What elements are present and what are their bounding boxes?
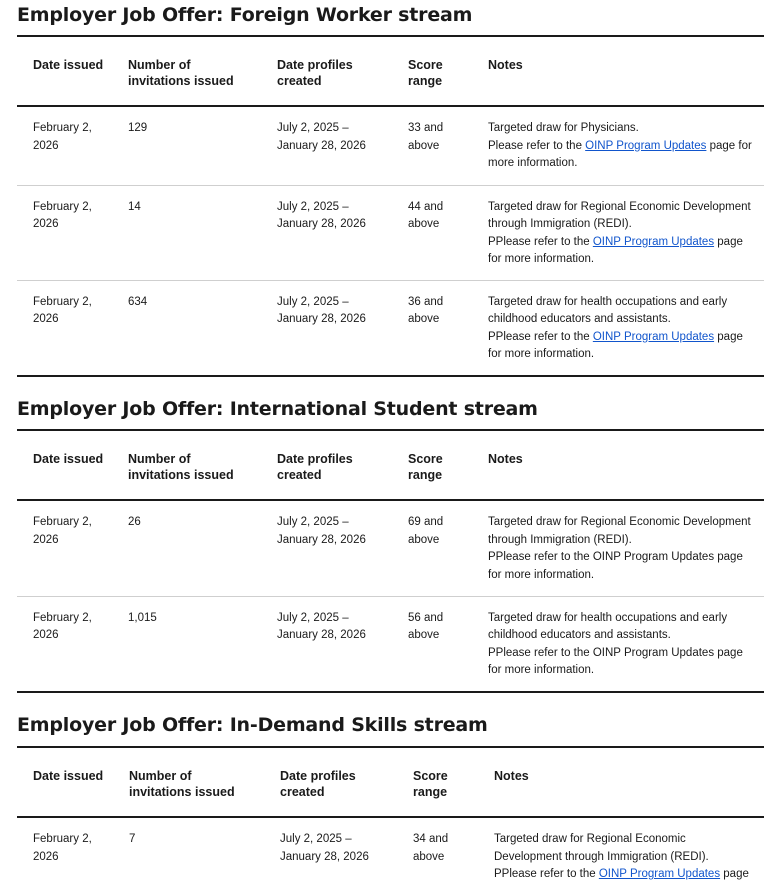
- cell-count: 26: [112, 500, 261, 596]
- refer-text: [488, 329, 756, 364]
- cell-profiles: July 2, 2025 – January 28, 2026: [261, 185, 392, 280]
- header-notes: Notes: [478, 747, 764, 817]
- section-in-demand-skills: [17, 712, 764, 880]
- header-notes: Notes: [472, 430, 764, 500]
- cell-score: 36 and above: [392, 280, 472, 376]
- header-invitations: Number of invitations issued: [113, 747, 264, 817]
- table-row: [17, 817, 764, 880]
- table-row: [17, 596, 764, 692]
- refer-prefix: Please refer to the: [488, 139, 586, 152]
- header-invitations: Number of invitations issued: [112, 36, 261, 106]
- cell-score: 44 and above: [392, 185, 472, 280]
- cell-notes: [472, 500, 764, 596]
- cell-score: 33 and above: [392, 106, 472, 185]
- table-header-row: [17, 36, 764, 106]
- cell-notes: [478, 817, 764, 880]
- header-date-profiles: Date profiles created: [261, 36, 392, 106]
- cell-score: 56 and above: [392, 596, 472, 692]
- table-row: [17, 106, 764, 185]
- draws-table: [17, 429, 764, 693]
- refer-text: [488, 234, 756, 269]
- cell-count: 14: [112, 185, 261, 280]
- cell-date: February 2, 2026: [17, 280, 112, 376]
- oinp-program-updates-link[interactable]: OINP Program Updates: [598, 868, 721, 880]
- cell-date: February 2, 2026: [17, 817, 113, 880]
- note-text: Targeted draw for Regional Economic Development through Immigration (REDI).: [488, 200, 751, 230]
- cell-profiles: July 2, 2025 – January 28, 2026: [264, 817, 397, 880]
- note-text: Targeted draw for health occupations and early childhood educators and assistants.: [488, 295, 728, 325]
- note-text: Targeted draw for health occupations and early childhood educators and assistants.: [488, 611, 728, 641]
- header-date-issued: Date issued: [17, 747, 113, 817]
- refer-suffix: page for more information.: [488, 330, 743, 360]
- oinp-program-updates-link[interactable]: OINP Program Updates: [592, 235, 715, 248]
- table-header-row: [17, 430, 764, 500]
- table-row: [17, 500, 764, 596]
- refer-text: [488, 138, 756, 173]
- cell-date: February 2, 2026: [17, 596, 112, 692]
- refer-text: PPlease refer to the OINP Program Updates page for more information.: [488, 646, 743, 676]
- cell-count: 634: [112, 280, 261, 376]
- note-text: Targeted draw for Regional Economic Development through Immigration (REDI).: [494, 833, 709, 863]
- draws-table: [17, 35, 764, 377]
- refer-prefix: PPlease refer to the: [488, 330, 593, 343]
- header-invitations: Number of invitations issued: [112, 430, 261, 500]
- header-score-range: Score range: [397, 747, 478, 817]
- section-international-student: [17, 396, 764, 676]
- cell-notes: [472, 280, 764, 376]
- header-date-issued: Date issued: [17, 36, 112, 106]
- cell-profiles: July 2, 2025 – January 28, 2026: [261, 280, 392, 376]
- header-notes: Notes: [472, 36, 764, 106]
- cell-profiles: July 2, 2025 – January 28, 2026: [261, 500, 392, 596]
- cell-date: February 2, 2026: [17, 106, 112, 185]
- draws-table: [17, 746, 764, 880]
- refer-prefix: PPlease refer to the: [488, 235, 593, 248]
- cell-count: 7: [113, 817, 264, 880]
- cell-date: February 2, 2026: [17, 500, 112, 596]
- cell-date: February 2, 2026: [17, 185, 112, 280]
- refer-text: PPlease refer to the OINP Program Updates page for more information.: [488, 551, 743, 581]
- note-text: Targeted draw for Physicians.: [488, 122, 639, 134]
- table-row: [17, 280, 764, 376]
- cell-notes: [472, 185, 764, 280]
- table-row: [17, 185, 764, 280]
- cell-score: 69 and above: [392, 500, 472, 596]
- note-text: Targeted draw for Regional Economic Development through Immigration (REDI).: [488, 516, 751, 546]
- refer-suffix: page for more information.: [488, 235, 743, 265]
- refer-suffix: page for more information.: [488, 139, 752, 169]
- cell-notes: [472, 596, 764, 692]
- cell-score: 34 and above: [397, 817, 478, 880]
- header-score-range: Score range: [392, 430, 472, 500]
- oinp-program-updates-link[interactable]: OINP Program Updates: [592, 330, 715, 343]
- section-foreign-worker: [17, 2, 764, 360]
- section-title: Employer Job Offer: Foreign Worker stream: [17, 4, 473, 26]
- cell-profiles: July 2, 2025 – January 28, 2026: [261, 106, 392, 185]
- header-date-profiles: Date profiles created: [261, 430, 392, 500]
- oinp-program-updates-link[interactable]: OINP Program Updates: [585, 139, 707, 152]
- refer-text: [494, 866, 756, 880]
- header-date-issued: Date issued: [17, 430, 112, 500]
- refer-prefix: PPlease refer to the: [494, 868, 599, 880]
- cell-profiles: July 2, 2025 – January 28, 2026: [261, 596, 392, 692]
- section-title: Employer Job Offer: International Student stream: [17, 398, 538, 420]
- cell-notes: [472, 106, 764, 185]
- refer-suffix: page: [720, 868, 749, 880]
- table-header-row: [17, 747, 764, 817]
- section-title: Employer Job Offer: In-Demand Skills stream: [17, 714, 488, 736]
- header-score-range: Score range: [392, 36, 472, 106]
- cell-count: 129: [112, 106, 261, 185]
- cell-count: 1,015: [112, 596, 261, 692]
- header-date-profiles: Date profiles created: [264, 747, 397, 817]
